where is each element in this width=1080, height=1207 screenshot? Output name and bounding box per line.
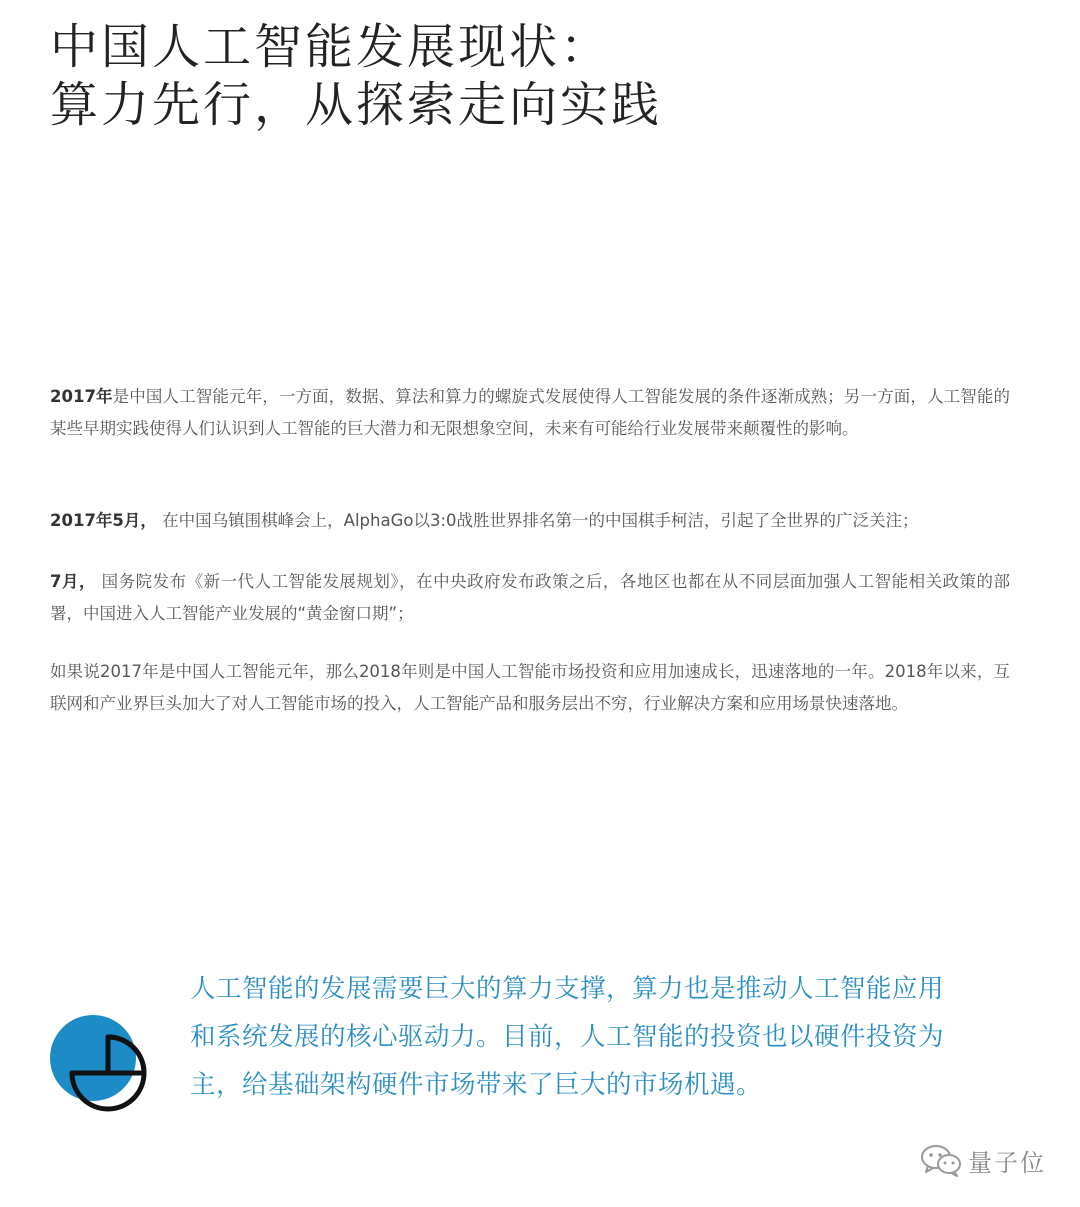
paragraph-text: 在中国乌镇围棋峰会上，AlphaGo以3:0战胜世界排名第一的中国棋手柯洁，引起了全世界的广泛关注； — [162, 511, 919, 530]
paragraph-2017 — [50, 381, 1010, 445]
title-line-1: 中国人工智能发展现状： — [50, 19, 612, 75]
watermark-text: 量子位 — [968, 1148, 1046, 1177]
quote-line-3: 主，给基础架构硬件市场带来了巨大的市场机遇。 — [190, 1070, 763, 1100]
quote-line-2: 和系统发展的核心驱动力。目前，人工智能的投资也以硬件投资为 — [190, 1022, 945, 1052]
paragraph-lead: 2017年 — [50, 387, 113, 406]
wechat-icon — [920, 1143, 962, 1177]
paragraph-text: 如果说2017年是中国人工智能元年，那么2018年则是中国人工智能市场投资和应用加速成长，迅速落地的一年。2018年以来，互联网和产业界巨头加大了对人工智能市场的投入，人工智能产品和服务层出不穷，行业解决方案和应用场景快速落地。 — [50, 662, 1010, 713]
paragraph-2018 — [50, 656, 1010, 720]
highlight-quote — [190, 965, 1010, 1109]
paragraph-july — [50, 566, 1010, 630]
paragraph-may-2017 — [50, 505, 1010, 537]
pie-chart-icon — [48, 1015, 158, 1125]
paragraph-lead: 2017年5月， — [50, 511, 157, 530]
watermark — [920, 1140, 1046, 1180]
page-title — [50, 18, 1050, 134]
paragraph-text: 是中国人工智能元年，一方面，数据、算法和算力的螺旋式发展使得人工智能发展的条件逐渐成熟；另一方面，人工智能的某些早期实践使得人们认识到人工智能的巨大潜力和无限想象空间，未来有可能给行业发展带来颠覆性的影响。 — [50, 387, 1010, 438]
paragraph-text: 国务院发布《新一代人工智能发展规划》，在中央政府发布政策之后，各地区也都在从不同层面加强人工智能相关政策的部署，中国进入人工智能产业发展的“黄金窗口期”； — [50, 572, 1011, 623]
title-line-2: 算力先行，从探索走向实践 — [50, 77, 663, 133]
quote-line-1: 人工智能的发展需要巨大的算力支撑，算力也是推动人工智能应用 — [190, 974, 945, 1004]
paragraph-lead: 7月， — [50, 572, 96, 591]
